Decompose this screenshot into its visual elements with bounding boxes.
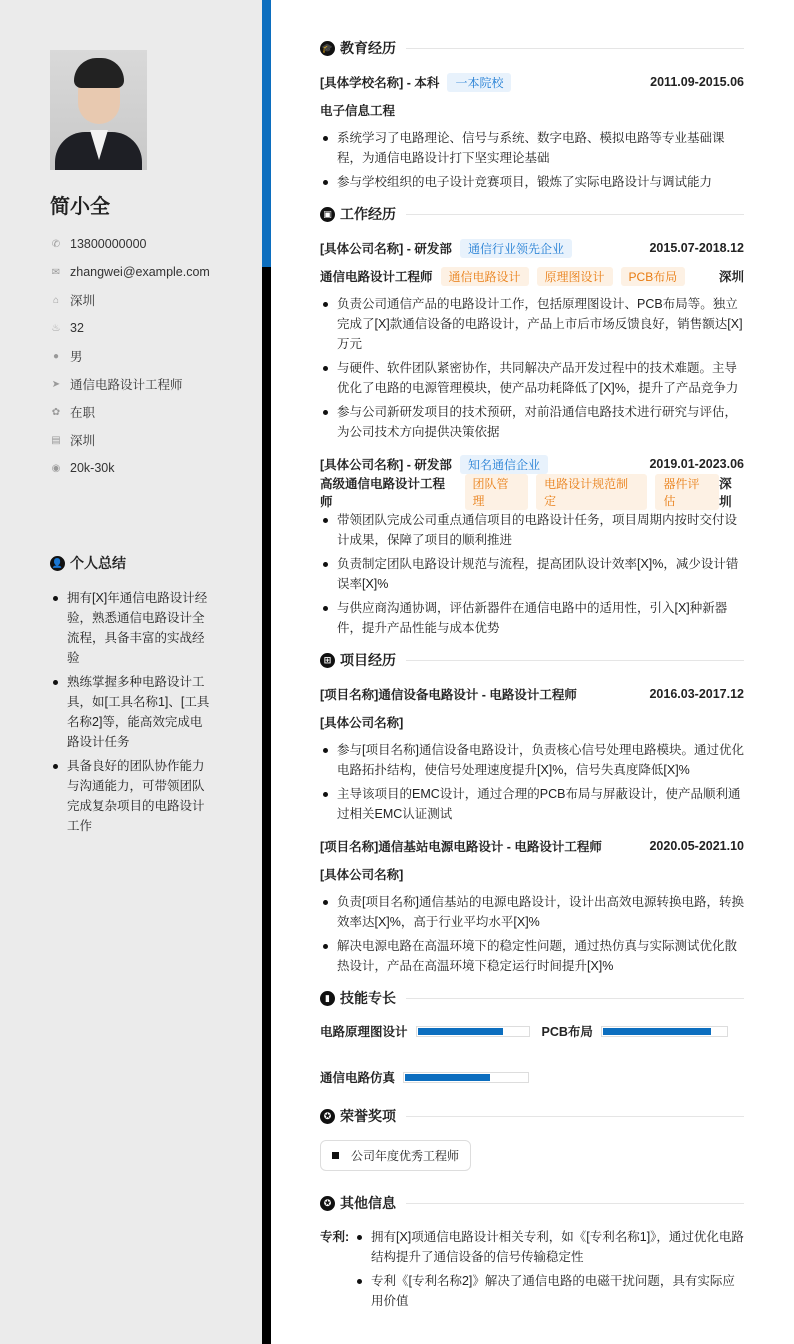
bullet-item: 系统学习了电路理论、信号与系统、数字电路、模拟电路等专业基础课程，为通信电路设计打下坚实理论基础 [320, 128, 744, 168]
project-header [320, 684, 744, 704]
section-title: 项目经历 [340, 652, 396, 668]
skill-name: PCB布局 [541, 1025, 593, 1039]
role-title: 高级通信电路设计工程师 [320, 477, 446, 509]
company-line [320, 455, 548, 474]
company-tag: 通信行业领先企业 [460, 239, 572, 258]
section-title: 工作经历 [340, 206, 396, 222]
section-heading-education [320, 38, 744, 58]
bullet-item: 参与学校组织的电子设计竞赛项目，锻炼了实际电路设计与调试能力 [320, 172, 744, 192]
section-title: 荣誉奖项 [340, 1108, 396, 1124]
section-title: 技能专长 [340, 990, 396, 1006]
bullet-item: 参与[项目名称]通信设备电路设计，负责核心信号处理电路模块。通过优化电路拓扑结构，使信号处理速度提升[X]%，信号失真度降低[X]% [320, 740, 744, 780]
summary-heading [50, 553, 126, 573]
divider [406, 1203, 744, 1204]
bullet-item: 负责公司通信产品的电路设计工作，包括原理图设计、PCB布局等。独立完成了[X]款通信设备的电路设计，产品上市后市场反馈良好，销售额达[X]万元 [320, 294, 744, 354]
skills-list [320, 1022, 744, 1086]
project-company: [具体公司名称] [320, 716, 404, 730]
briefcase-icon: ▣ [320, 207, 335, 222]
bullet-item: 负责制定团队电路设计规范与流程，提高团队设计效率[X]%，减少设计错误率[X]% [320, 554, 744, 594]
section-heading-projects [320, 650, 744, 670]
skill-tag: 通信电路设计 [441, 267, 529, 286]
role-title: 通信电路设计工程师 [320, 270, 433, 284]
sidebar [0, 0, 262, 1344]
info-row [50, 314, 210, 342]
school-line [320, 73, 511, 92]
date: 2020.05-2021.10 [649, 839, 744, 853]
bullet-item: 带领团队完成公司重点通信项目的电路设计任务，项目周期内按时交付设计成果，保障了项目的顺利推进 [320, 510, 744, 550]
skill-item [542, 1022, 728, 1040]
candidate-name: 简小全 [50, 196, 110, 218]
skill-fill [418, 1028, 504, 1035]
bullet-item: 解决电源电路在高温环境下的稳定性问题，通过热仿真与实际测试优化散热设计，产品在高温环境下稳定运行时间提升[X]% [320, 936, 744, 976]
skill-tag: 团队管理 [465, 474, 529, 510]
award-text: 公司年度优秀工程师 [351, 1149, 460, 1163]
info-icon: ✪ [320, 1196, 335, 1211]
chart-icon: ▮ [320, 991, 335, 1006]
job-header [320, 238, 744, 258]
divider [406, 214, 744, 215]
square-bullet-icon [332, 1152, 339, 1159]
city: 深圳 [718, 270, 744, 284]
education-header [320, 72, 744, 92]
role-line [320, 477, 744, 509]
city: 深圳 [719, 477, 732, 509]
accent-strip [262, 0, 271, 1344]
info-row [50, 398, 210, 426]
skill-tag: 电路设计规范制定 [536, 474, 647, 510]
send-icon: ➤ [51, 378, 61, 390]
bullet-list [320, 892, 744, 976]
divider [406, 998, 744, 999]
school-name: [具体学校名称] - 本科 [320, 76, 440, 90]
skill-tag: 器件评估 [655, 474, 719, 510]
company-name: [具体公司名称] - 研发部 [320, 242, 452, 256]
divider [406, 48, 744, 49]
project-company: [具体公司名称] [320, 868, 404, 882]
bullet-list [320, 128, 744, 192]
bullet-item: 主导该项目的EMC设计，通过合理的PCB布局与屏蔽设计，使产品顺利通过相关EMC认证测试 [320, 784, 744, 824]
bullet-item: 参与公司新研发项目的技术预研，对前沿通信电路技术进行研究与评估，为公司技术方向提供决策依据 [320, 402, 744, 442]
salary-icon: ◉ [51, 462, 61, 474]
award-icon: ✪ [320, 1109, 335, 1124]
role [320, 267, 685, 286]
info-text: 20k-30k [70, 461, 115, 475]
contact-info [50, 230, 210, 482]
main-content [320, 38, 744, 1327]
info-text: 在职 [70, 406, 96, 420]
section-title: 教育经历 [340, 40, 396, 56]
info-text: 深圳 [70, 294, 96, 308]
other-info [320, 1227, 744, 1327]
date: 2015.07-2018.12 [649, 241, 744, 255]
building-icon: ▤ [51, 434, 61, 446]
info-text: 男 [70, 350, 83, 364]
summary-list [50, 588, 212, 840]
skill-bar [403, 1072, 529, 1083]
section-heading-work [320, 204, 744, 224]
summary-item: 熟练掌握多种电路设计工具，如[工具名称1]、[工具名称2]等，能高效完成电路设计任务 [50, 672, 212, 752]
skill-fill [603, 1028, 711, 1035]
bullet-item: 与供应商沟通协调，评估新器件在通信电路中的适用性，引入[X]种新器件，提升产品性能与成本优势 [320, 598, 744, 638]
info-row [50, 286, 210, 314]
patent-list [354, 1227, 744, 1315]
divider [406, 1116, 744, 1117]
section-heading-awards [320, 1106, 744, 1126]
gender-icon: ● [52, 350, 60, 362]
bullet-item: 与硬件、软件团队紧密协作，共同解决产品开发过程中的技术难题。主导优化了电路的电源管理模块，使产品功耗降低了[X]%，提升了产品竞争力 [320, 358, 744, 398]
school-tag: 一本院校 [447, 73, 511, 92]
bullet-list [320, 294, 744, 442]
summary-title: 个人总结 [70, 555, 126, 571]
info-text: 通信电路设计工程师 [70, 378, 183, 392]
user-icon: 👤 [50, 556, 65, 571]
divider [406, 660, 744, 661]
role-line [320, 266, 744, 286]
graduation-cap-icon: 🎓 [320, 41, 335, 56]
job-header [320, 454, 744, 474]
section-heading-other [320, 1193, 744, 1213]
skill-fill [405, 1074, 490, 1081]
info-row [50, 370, 210, 398]
date: 2011.09-2015.06 [650, 75, 744, 89]
home-icon: ⌂ [52, 294, 60, 306]
info-text: 13800000000 [70, 237, 147, 251]
info-row [50, 426, 210, 454]
info-text: zhangwei@example.com [70, 265, 210, 279]
status-icon: ✿ [51, 406, 61, 418]
phone-icon: ✆ [51, 238, 61, 250]
project-name: [项目名称]通信设备电路设计 - 电路设计工程师 [320, 688, 577, 702]
skill-bar [416, 1026, 530, 1037]
date: 2019.01-2023.06 [649, 457, 744, 471]
company-name: [具体公司名称] - 研发部 [320, 458, 452, 472]
company-line [320, 239, 572, 258]
project-name: [项目名称]通信基站电源电路设计 - 电路设计工程师 [320, 840, 602, 854]
patent-label: 专利: [320, 1230, 350, 1244]
major: 电子信息工程 [320, 104, 396, 118]
info-row [50, 342, 210, 370]
info-row [50, 454, 210, 482]
summary-item: 具备良好的团队协作能力与沟通能力，可带领团队完成复杂项目的电路设计工作 [50, 756, 212, 836]
award-item [320, 1140, 471, 1171]
skill-item [320, 1068, 529, 1086]
date: 2016.03-2017.12 [649, 687, 744, 701]
info-text: 深圳 [70, 434, 96, 448]
skill-name: 电路原理图设计 [320, 1025, 408, 1039]
bullet-item: 负责[项目名称]通信基站的电源电路设计，设计出高效电源转换电路，转换效率达[X]%，高于行业平均水平[X]% [320, 892, 744, 932]
bullet-list [320, 740, 744, 824]
skill-item [320, 1022, 530, 1040]
skill-tag: PCB布局 [621, 267, 686, 286]
section-heading-skills [320, 988, 744, 1008]
section-title: 其他信息 [340, 1195, 396, 1211]
patent-item: 拥有[X]项通信电路设计相关专利，如《[专利名称1]》，通过优化电路结构提升了通信设备的信号传输稳定性 [354, 1227, 744, 1267]
skill-name: 通信电路仿真 [320, 1071, 396, 1085]
skill-bar [601, 1026, 728, 1037]
info-text: 32 [70, 321, 84, 335]
mail-icon: ✉ [51, 266, 61, 278]
grid-icon: ⊞ [320, 653, 335, 668]
role [320, 474, 719, 510]
avatar-photo [50, 50, 147, 170]
company-tag: 知名通信企业 [460, 455, 548, 474]
bullet-list [320, 510, 744, 638]
patent-item: 专利《[专利名称2]》解决了通信电路的电磁干扰问题，具有实际应用价值 [354, 1271, 744, 1311]
skill-tag: 原理图设计 [537, 267, 613, 286]
info-row [50, 258, 210, 286]
info-row [50, 230, 210, 258]
cake-icon: ♨ [51, 322, 61, 334]
project-header [320, 836, 744, 856]
summary-item: 拥有[X]年通信电路设计经验，熟悉通信电路设计全流程，具备丰富的实战经验 [50, 588, 212, 668]
